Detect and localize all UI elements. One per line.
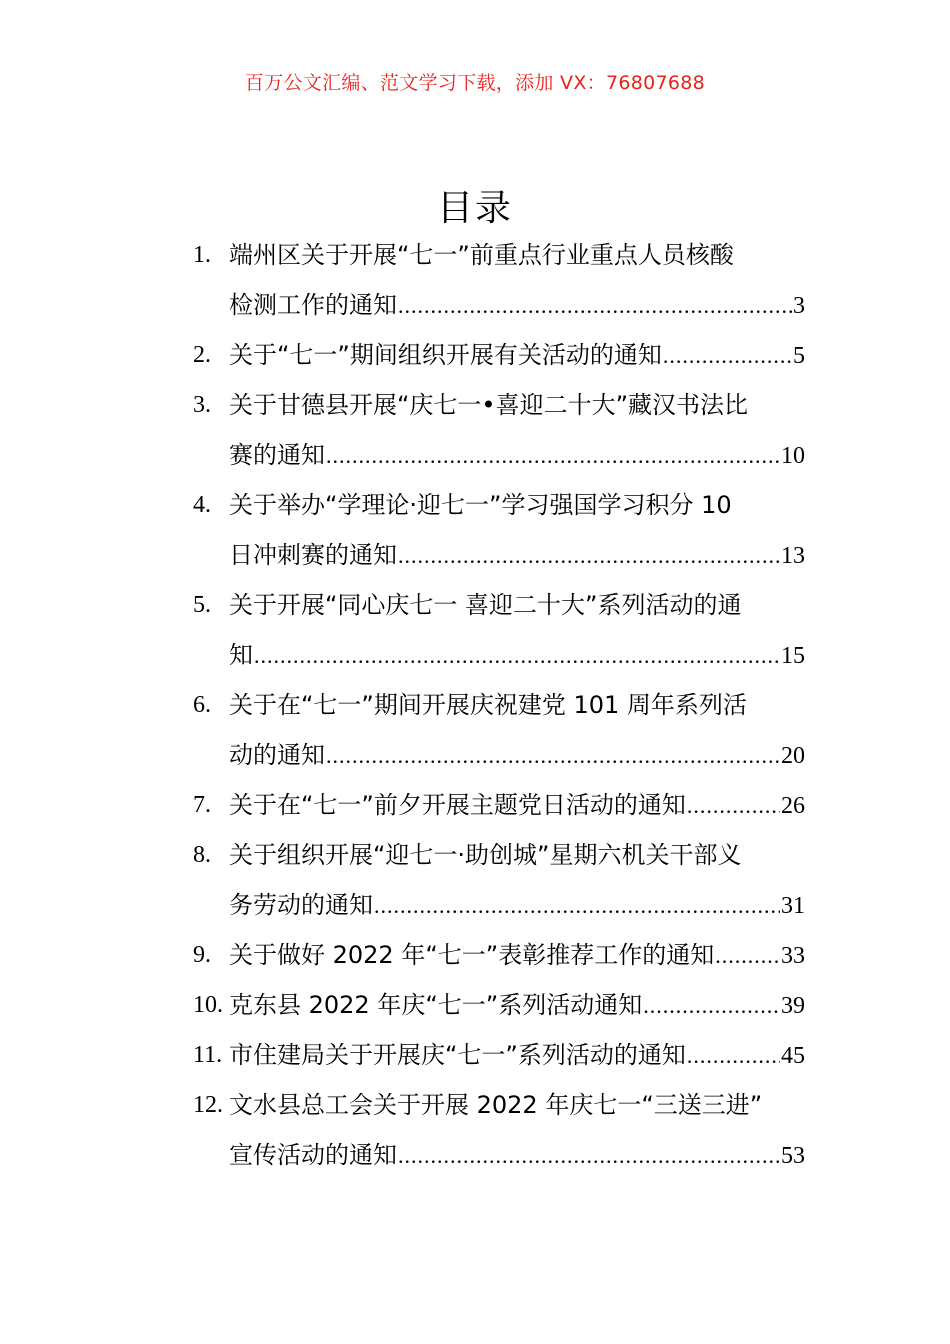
toc-entry[interactable] — [193, 1080, 805, 1180]
toc-entry-title-tail: 动的通知 — [229, 741, 325, 769]
toc-entry[interactable] — [193, 930, 805, 980]
toc-entry-number: 2. — [193, 342, 211, 368]
toc-entry[interactable] — [193, 680, 805, 780]
toc-dot-leader — [715, 931, 780, 981]
toc-entry-title-tail: 关于做好 2022 年“七一”表彰推荐工作的通知 — [229, 941, 715, 969]
toc-dot-leader — [326, 431, 780, 481]
toc-dot-leader — [398, 281, 792, 331]
toc-entry-number: 9. — [193, 942, 211, 968]
toc-entry[interactable] — [193, 1030, 805, 1080]
toc-page-number: 10 — [781, 443, 805, 469]
toc-dot-leader — [687, 781, 780, 831]
toc-entry[interactable] — [193, 480, 805, 580]
toc-entry-title-tail: 检测工作的通知 — [229, 291, 397, 319]
toc-dot-leader — [326, 731, 780, 781]
toc-entry-title-line: 关于开展“同心庆七一 喜迎二十大”系列活动的通 — [229, 591, 742, 619]
toc-page-number: 53 — [781, 1143, 805, 1169]
toc-dot-leader — [687, 1031, 780, 1081]
toc-dot-leader — [663, 331, 792, 381]
toc-dot-leader — [398, 531, 780, 581]
toc-entry[interactable] — [193, 980, 805, 1030]
toc-entry-number: 8. — [193, 842, 211, 868]
toc-entry-title-line: 端州区关于开展“七一”前重点行业重点人员核酸 — [229, 241, 734, 269]
toc-page-number: 31 — [781, 893, 805, 919]
toc-entry-title-tail: 关于“七一”期间组织开展有关活动的通知 — [229, 341, 662, 369]
toc-entry[interactable] — [193, 830, 805, 930]
toc-page-number: 45 — [781, 1043, 805, 1069]
toc-page-number: 15 — [781, 643, 805, 669]
toc-entry-title-line: 关于举办“学理论·迎七一”学习强国学习积分 10 — [229, 491, 732, 519]
toc-list — [193, 230, 805, 1180]
toc-entry-title-line: 关于甘德县开展“庆七一•喜迎二十大”藏汉书法比 — [229, 391, 749, 419]
toc-entry[interactable] — [193, 380, 805, 480]
toc-page-number: 5 — [793, 343, 805, 369]
toc-entry-title-tail: 赛的通知 — [229, 441, 325, 469]
toc-entry-number: 10. — [193, 992, 223, 1018]
toc-entry[interactable] — [193, 780, 805, 830]
toc-page-number: 33 — [781, 943, 805, 969]
toc-dot-leader — [398, 1131, 780, 1181]
toc-page-number: 39 — [781, 993, 805, 1019]
toc-entry[interactable] — [193, 580, 805, 680]
toc-entry-number: 3. — [193, 392, 211, 418]
toc-dot-leader — [374, 881, 780, 931]
toc-entry-number: 7. — [193, 792, 211, 818]
toc-entry-number: 1. — [193, 242, 211, 268]
toc-title: 目录 — [436, 188, 513, 229]
toc-entry-title-tail: 克东县 2022 年庆“七一”系列活动通知 — [229, 991, 643, 1019]
header-note: 百万公文汇编、范文学习下载，添加 VX：76807688 — [244, 72, 706, 94]
toc-entry[interactable] — [193, 230, 805, 330]
toc-entry-title-tail: 关于在“七一”前夕开展主题党日活动的通知 — [229, 791, 686, 819]
toc-entry-number: 6. — [193, 692, 211, 718]
toc-dot-leader — [254, 631, 780, 681]
toc-page-number: 13 — [781, 543, 805, 569]
toc-page-number: 20 — [781, 743, 805, 769]
toc-entry-number: 4. — [193, 492, 211, 518]
toc-entry-number: 12. — [193, 1092, 223, 1118]
toc-entry[interactable] — [193, 330, 805, 380]
toc-dot-leader — [643, 981, 780, 1031]
toc-entry-title-line: 文水县总工会关于开展 2022 年庆七一“三送三进” — [229, 1091, 763, 1119]
toc-page-number: 3 — [793, 293, 805, 319]
toc-entry-number: 11. — [193, 1042, 223, 1068]
toc-entry-number: 5. — [193, 592, 211, 618]
toc-entry-title-tail: 知 — [229, 641, 253, 669]
toc-entry-title-line: 关于组织开展“迎七一·助创城”星期六机关干部义 — [229, 841, 742, 869]
toc-page-number: 26 — [781, 793, 805, 819]
toc-entry-title-tail: 市住建局关于开展庆“七一”系列活动的通知 — [229, 1041, 686, 1069]
toc-entry-title-tail: 务劳动的通知 — [229, 891, 373, 919]
toc-entry-title-tail: 宣传活动的通知 — [229, 1141, 397, 1169]
toc-entry-title-tail: 日冲刺赛的通知 — [229, 541, 397, 569]
toc-entry-title-line: 关于在“七一”期间开展庆祝建党 101 周年系列活 — [229, 691, 747, 719]
